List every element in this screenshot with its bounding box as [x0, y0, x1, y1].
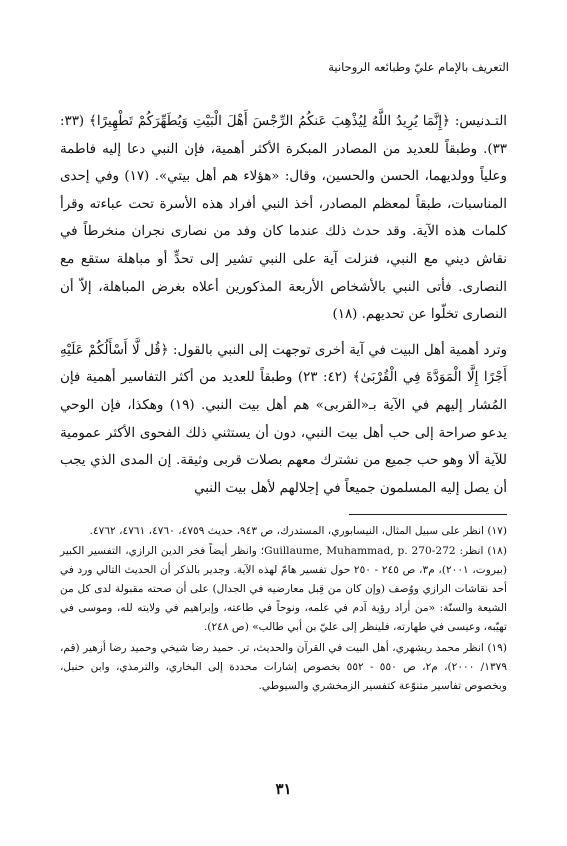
paragraph: وترد أهمية أهل البيت في آية أخرى توجهت إلى النبي بالقول: ﴿قُل لَّا أَسْأَلُكُمْ عَلَيْهِ أَجْرًا إِلَّا الْمَوَدَّةَ فِي الْقُرْبَىٰ﴾ (٤٢: ٢٣) وطبقاً للعديد من أكثر التفاسير أهمية فإن المُشار إليهم في الآية بـ«القربى» هم أهل بيت النبي. (١٩) وهكذا، فإن الوحي يدعو صراحة إلى حب أهل بيت النبي، دون أن يستثني ذلك الفحوى الأكثر عمومية للآية ألا وهو حب جميع من نشترك معهم بصلات قربى وثيقة. إن المدى الذي يجب أن يصل إليه المسلمون جميعاً في إجلالهم لأهل بيت النبي [60, 342, 508, 496]
footnote-divider [349, 514, 507, 515]
footnote: (١٨) انظر: Guillaume, Muhammad, p. 270-272؛ وانظر أيضاً فخر الدين الرازي، التفسير الكبير (بيروت، ٢٠٠١)، م٣، ص ٢٤٥ - ٢٥٠ حول تفسير هامّ لهذه الآية. وجدير بالذكر أن الحديث التالي ورد في أحد نقاشات الرازي ووُصف (وإن كان من قِبل معارضيه في الجدال) على أن صحته مقبولة لدى كل من الشيعة والسنّة: «من أراد رؤية آدم في علمه، ونوحاً في طاعته، وإبراهيم في ولايته لله، وموسى في تهيّبه، وعيسى في طهارته، فلينظر إلى عليّ بن أبي طالب» (ص ٢٤٨). [60, 545, 507, 634]
running-header: التعريف بالإمام عليّ وطبائعه الروحانية [328, 60, 509, 74]
page-number: ٣١ [275, 780, 292, 798]
main-text [60, 108, 507, 502]
footnote: (١٩) انظر محمد ريشهري، أهل البيت في القرآن والحديث، تر. حميد رضا شيخي وحميد رضا أزهير (قم، ١٣٧٩/ ٢٠٠٠)، م٢، ص ٥٥٠ - ٥٥٢ بخصوص إشارات محددة إلى البخاري، والترمذي، وابن حنبل، وبخصوص تفاسير متنوّعة كتفسير الزمخشري والسيوطي. [60, 641, 508, 692]
footnote: (١٧) انظر على سبيل المثال، النيسابوري، المستدرك، ص ٩٤٣، حديث ٤٧٥٩، ٤٧٦٠، ٤٧٦١، ٤٧٦٢. [89, 525, 507, 537]
paragraph: التـدنيس: ﴿إِنَّمَا يُرِيدُ اللَّهُ لِيُذْهِبَ عَنكُمُ الرِّجْسَ أَهْلَ الْبَيْتِ وَيُطَهِّرَكُمْ تَطْهِيرًا﴾ (٣٣: ٣٣). وطبقاً للعديد من المصادر المبكرة الأكثر أهمية، فإن النبي دعا إليه فاطمة وعلياً وولديهما، الحسن والحسين، وقال: «هؤلاء هم أهل بيتي». (١٧) وفي إحدى المناسبات، طبقاً لمعظم المصادر، أخذ النبي أفراد هذه الأسرة تحت عباءته وقرأ كلمات هذه الآية. وقد حدث ذلك عندما كان وفد من نصارى نجران منخرطاً في نقاش ديني مع النبي، فنزلت آية على النبي تشير إلى تحدٍّ أو مباهلة ستقع مع النصارى. فأتى النبي بالأشخاص الأربعة المذكورين أعلاه بغرض المباهلة، إلاّ أن النصارى تخلّوا عن تحديهم. (١٨) [60, 114, 507, 323]
footnotes [60, 522, 507, 697]
